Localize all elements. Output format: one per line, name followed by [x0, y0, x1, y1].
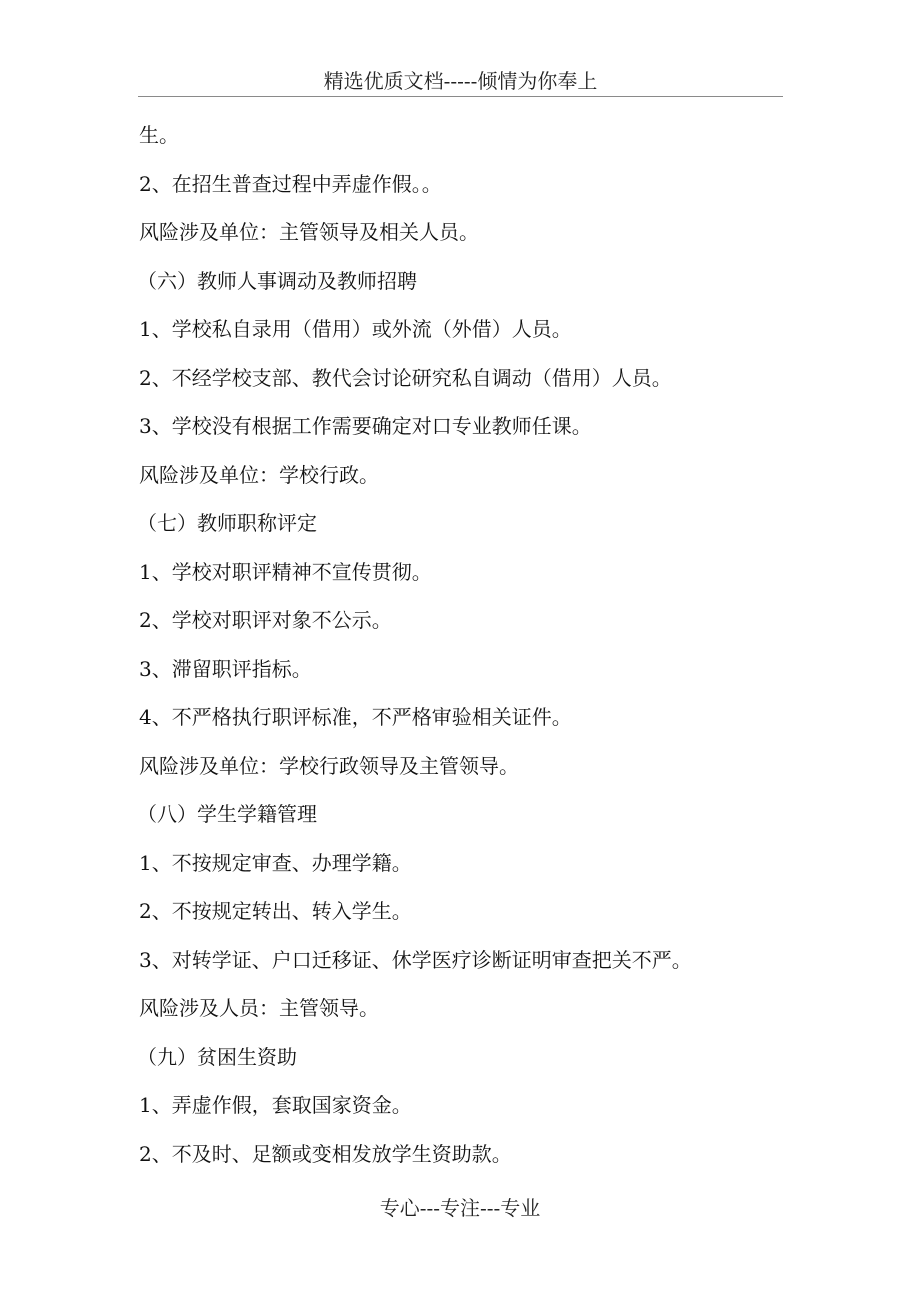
page-footer: 专心---专注---专业 [379, 1196, 541, 1220]
list-item: 2、不按规定转出、转入学生。 [139, 899, 412, 923]
list-item: 1、弄虚作假，套取国家资金。 [139, 1093, 412, 1117]
risk-statement: 风险涉及人员：主管领导。 [139, 996, 379, 1020]
list-item: 3、学校没有根据工作需要确定对口专业教师任课。 [139, 414, 592, 438]
document-body [139, 117, 789, 1184]
list-item: 2、不经学校支部、教代会讨论研究私自调动（借用）人员。 [139, 365, 672, 390]
list-item: 1、学校对职评精神不宣传贯彻。 [139, 559, 432, 584]
list-item: 4、不严格执行职评标准，不严格审验相关证件。 [139, 705, 572, 729]
list-item: 2、在招生普查过程中弄虚作假。。 [139, 171, 442, 196]
section-heading-9: （九）贫困生资助 [137, 1044, 297, 1069]
list-item: 3、对转学证、户口迁移证、休学医疗诊断证明审查把关不严。 [139, 947, 692, 972]
list-item: 1、不按规定审查、办理学籍。 [139, 850, 412, 875]
list-item: 2、不及时、足额或变相发放学生资助款。 [139, 1141, 512, 1166]
page-header: 精选优质文档-----倾情为你奉上 [138, 66, 783, 97]
risk-statement: 风险涉及单位：学校行政。 [139, 462, 379, 487]
list-item: 3、滞留职评指标。 [139, 656, 312, 681]
section-heading-7: （七）教师职称评定 [137, 511, 317, 535]
risk-statement: 风险涉及单位：主管领导及相关人员。 [139, 220, 479, 244]
section-heading-8: （八）学生学籍管理 [137, 802, 317, 826]
section-heading-6: （六）教师人事调动及教师招聘 [137, 268, 417, 293]
risk-statement: 风险涉及单位：学校行政领导及主管领导。 [139, 753, 519, 778]
continuation-line: 生。 [139, 123, 179, 147]
list-item: 2、学校对职评对象不公示。 [139, 608, 392, 632]
list-item: 1、学校私自录用（借用）或外流（外借）人员。 [139, 317, 572, 341]
